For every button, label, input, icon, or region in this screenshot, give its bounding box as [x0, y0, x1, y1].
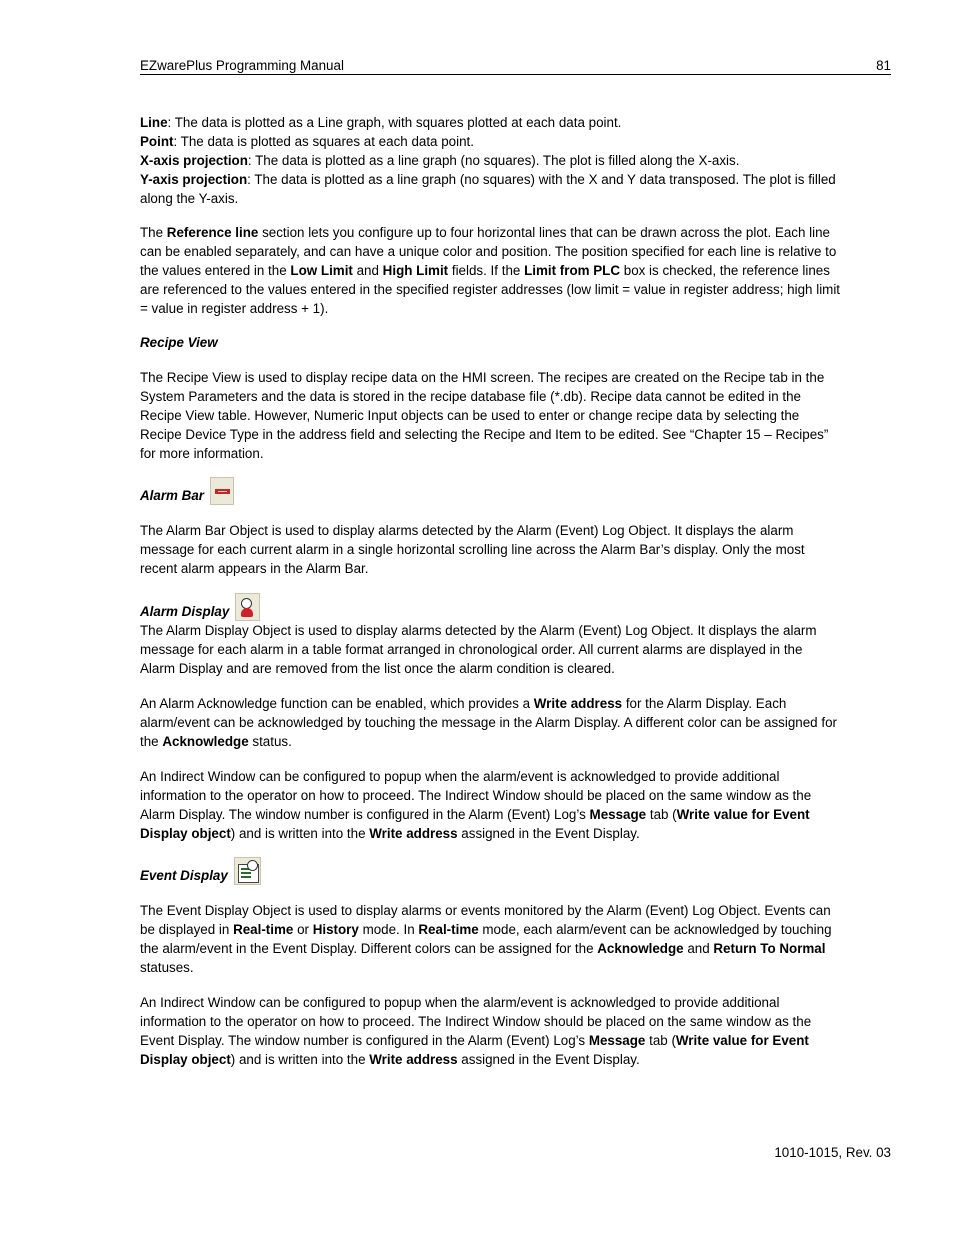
- reference-line-paragraph: [140, 223, 840, 318]
- page-content: [140, 113, 840, 1069]
- bold-term: Real-time: [418, 922, 479, 937]
- bold-term: Message: [588, 1033, 646, 1048]
- bold-term: Low Limit: [290, 263, 353, 278]
- text: ) and is written into the: [230, 826, 370, 841]
- alarm-display-paragraph-1: The Alarm Display Object is used to display alarms detected by the Alarm (Event) Log Object. It displays the alarm message for each alarm in a table format arranged in chronological order. All current alarms are displayed in the Alarm Display and are removed from the list once the alarm condition is cleared.: [140, 623, 817, 676]
- bold-term: Message: [589, 807, 647, 822]
- bold-term: High Limit: [382, 263, 449, 278]
- alarm-bar-heading-row: [140, 477, 840, 505]
- plot-style-y-axis-projection: [140, 170, 840, 208]
- text: statuses.: [140, 960, 194, 975]
- page-header: [140, 57, 891, 75]
- plot-style-point: [140, 132, 840, 151]
- alarm-display-icon: [235, 593, 260, 621]
- bold-term: Write address: [369, 1052, 458, 1067]
- text: The: [140, 225, 167, 240]
- event-display-paragraph-1: [140, 901, 840, 977]
- alarm-bar-heading: Alarm Bar: [140, 488, 205, 503]
- text: box is checked, the reference lines are referenced to the values entered in the specified register addresses (low limit = value in register address; high limit = value in register address + 1).: [140, 263, 841, 316]
- text: An Indirect Window can be configured to popup when the alarm/event is acknowledged to provide additional information to the operator on how to proceed. The Indirect Window should be placed on the same window as the Alarm Display. The window number is configured in the Alarm (Event) Log’s: [140, 769, 812, 822]
- plot-style-line: [140, 113, 840, 132]
- text: and: [352, 263, 383, 278]
- text: section lets you configure up to four horizontal lines that can be drawn across the plot. Each line can be enabled separately, and can have a unique color and position. The position specified for each line is relative to the values entered in the: [140, 225, 837, 278]
- bold-term: Limit from PLC: [524, 263, 621, 278]
- definition: : The data is plotted as a line graph (no squares). The plot is filled along the X-axis.: [247, 153, 740, 168]
- page-footer-doc-id: 1010-1015, Rev. 03: [774, 1145, 891, 1160]
- alarm-bar-icon: [210, 477, 234, 505]
- event-display-icon: [234, 857, 261, 885]
- term: X-axis projection: [140, 153, 248, 168]
- term: Line: [140, 115, 168, 130]
- bold-term: History: [312, 922, 359, 937]
- text: assigned in the Event Display.: [457, 1052, 640, 1067]
- alarm-bar-paragraph: The Alarm Bar Object is used to display alarms detected by the Alarm (Event) Log Object. It displays the alarm message for each current alarm in a single horizontal scrolling line across the Alarm Bar’s display. Only the most recent alarm appears in the Alarm Bar.: [140, 523, 805, 576]
- bold-term: Write address: [533, 696, 623, 711]
- text: An Alarm Acknowledge function can be enabled, which provides a: [140, 696, 534, 711]
- text: for the Alarm Display. Each alarm/event can be acknowledged by touching the message in the Alarm Display. A different color can be assigned for the: [140, 696, 837, 749]
- text: status.: [248, 734, 292, 749]
- bold-term: Return To Normal: [713, 941, 826, 956]
- page-number: 81: [876, 58, 891, 73]
- text: ) and is written into the: [230, 1052, 370, 1067]
- bold-term: Write address: [369, 826, 458, 841]
- alarm-display-heading-row: [140, 593, 840, 621]
- text: tab (: [646, 807, 677, 822]
- text: tab (: [645, 1033, 676, 1048]
- alarm-display-paragraph-2: [140, 694, 840, 751]
- alarm-display-paragraph-3: [140, 767, 840, 843]
- event-display-heading: Event Display: [140, 868, 228, 883]
- manual-title: EZwarePlus Programming Manual: [140, 58, 344, 73]
- text: fields. If the: [448, 263, 525, 278]
- definition: : The data is plotted as squares at each data point.: [173, 134, 474, 149]
- bold-term: Reference line: [166, 225, 259, 240]
- plot-style-x-axis-projection: [140, 151, 840, 170]
- bold-term: Real-time: [233, 922, 294, 937]
- text: mode, each alarm/event can be acknowledged by touching the alarm/event in the Event Display. Different colors can be assigned for the: [140, 922, 832, 956]
- recipe-view-paragraph: The Recipe View is used to display recipe data on the HMI screen. The recipes are created on the Recipe tab in the System Parameters and the data is stored in the recipe database file (*.db). Recipe data cannot be edited in the Recipe View table. However, Numeric Input objects can be used to enter or change recipe data by selecting the Recipe Device Type in the address field and selecting the Recipe and Item to be edited. See “Chapter 15 – Recipes” for more information.: [140, 370, 829, 461]
- text: An Indirect Window can be configured to popup when the alarm/event is acknowledged to provide additional information to the operator on how to proceed. The Indirect Window should be placed on the same window as the Event Display. The window number is configured in the Alarm (Event) Log’s: [140, 995, 812, 1048]
- event-display-heading-row: [140, 857, 840, 885]
- definition: : The data is plotted as a line graph (no squares) with the X and Y data transposed. The plot is filled along the Y-axis.: [140, 172, 836, 206]
- term: Point: [140, 134, 174, 149]
- definition: : The data is plotted as a Line graph, with squares plotted at each data point.: [167, 115, 622, 130]
- text: assigned in the Event Display.: [457, 826, 640, 841]
- text: The Event Display Object is used to display alarms or events monitored by the Alarm (Event) Log Object. Events can be displayed in: [140, 903, 831, 937]
- recipe-view-heading: Recipe View: [140, 335, 218, 350]
- bold-term: Acknowledge: [162, 734, 249, 749]
- text: or: [293, 922, 313, 937]
- bold-term: Write value for Event Display object: [140, 1033, 809, 1067]
- text: and: [683, 941, 714, 956]
- term: Y-axis projection: [140, 172, 248, 187]
- bold-term: Acknowledge: [597, 941, 684, 956]
- alarm-display-heading: Alarm Display: [140, 604, 230, 619]
- event-display-paragraph-2: [140, 993, 840, 1069]
- bold-term: Write value for Event Display object: [140, 807, 810, 841]
- text: mode. In: [358, 922, 419, 937]
- plot-style-list: [140, 113, 840, 208]
